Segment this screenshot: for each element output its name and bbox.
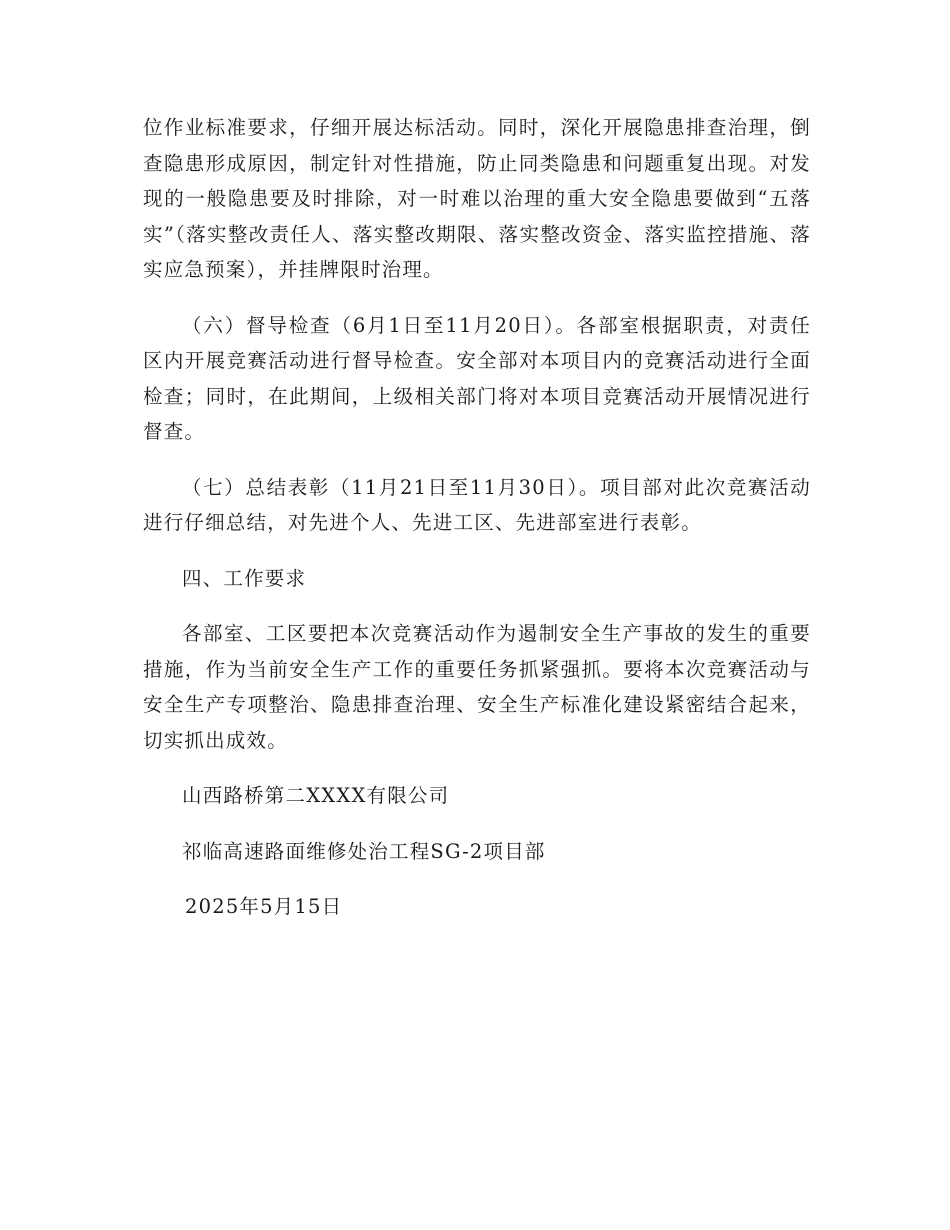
paragraph-summary-commendation: （七）总结表彰（11月21日至11月30日）。项目部对此次竞赛活动进行仔细总结，对先进个人、先进工区、先进部室进行表彰。 — [143, 475, 811, 534]
paragraph-continuation: 位作业标准要求，仔细开展达标活动。同时，深化开展隐患排查治理，倒查隐患形成原因，制定针对性措施，防止同类隐患和问题重复出现。对发现的一般隐患要及时排除，对一时难以治理的重大安全隐患要做到“五落实”（落实整改责任人、落实整改期限、落实整改资金、落实监控措施、落实应急预案），并挂牌限时治理。 — [143, 116, 811, 281]
paragraph-work-requirements: 各部室、工区要把本次竞赛活动作为遏制安全生产事故的发生的重要措施，作为当前安全生产工作的重要任务抓紧强抓。要将本次竞赛活动与安全生产专项整治、隐患排查治理、安全生产标准化建设紧密结合起来，切实抓出成效。 — [143, 622, 811, 752]
section-heading-work-requirements: 四、工作要求 — [182, 566, 307, 590]
signature-company: 山西路桥第二XXXX有限公司 — [182, 784, 450, 807]
signature-project-department: 祁临高速路面维修处治工程SG-2项目部 — [182, 839, 546, 863]
paragraph-supervision-inspection: （六）督导检查（6月1日至11月20日）。各部室根据职责，对责任区内开展竞赛活动进行督导检查。安全部对本项目内的竞赛活动进行全面检查；同时，在此期间，上级相关部门将对本项目竞赛活动开展情况进行督查。 — [143, 313, 811, 443]
document-body — [143, 110, 811, 925]
signature-date: 2025年5月15日 — [185, 895, 343, 918]
